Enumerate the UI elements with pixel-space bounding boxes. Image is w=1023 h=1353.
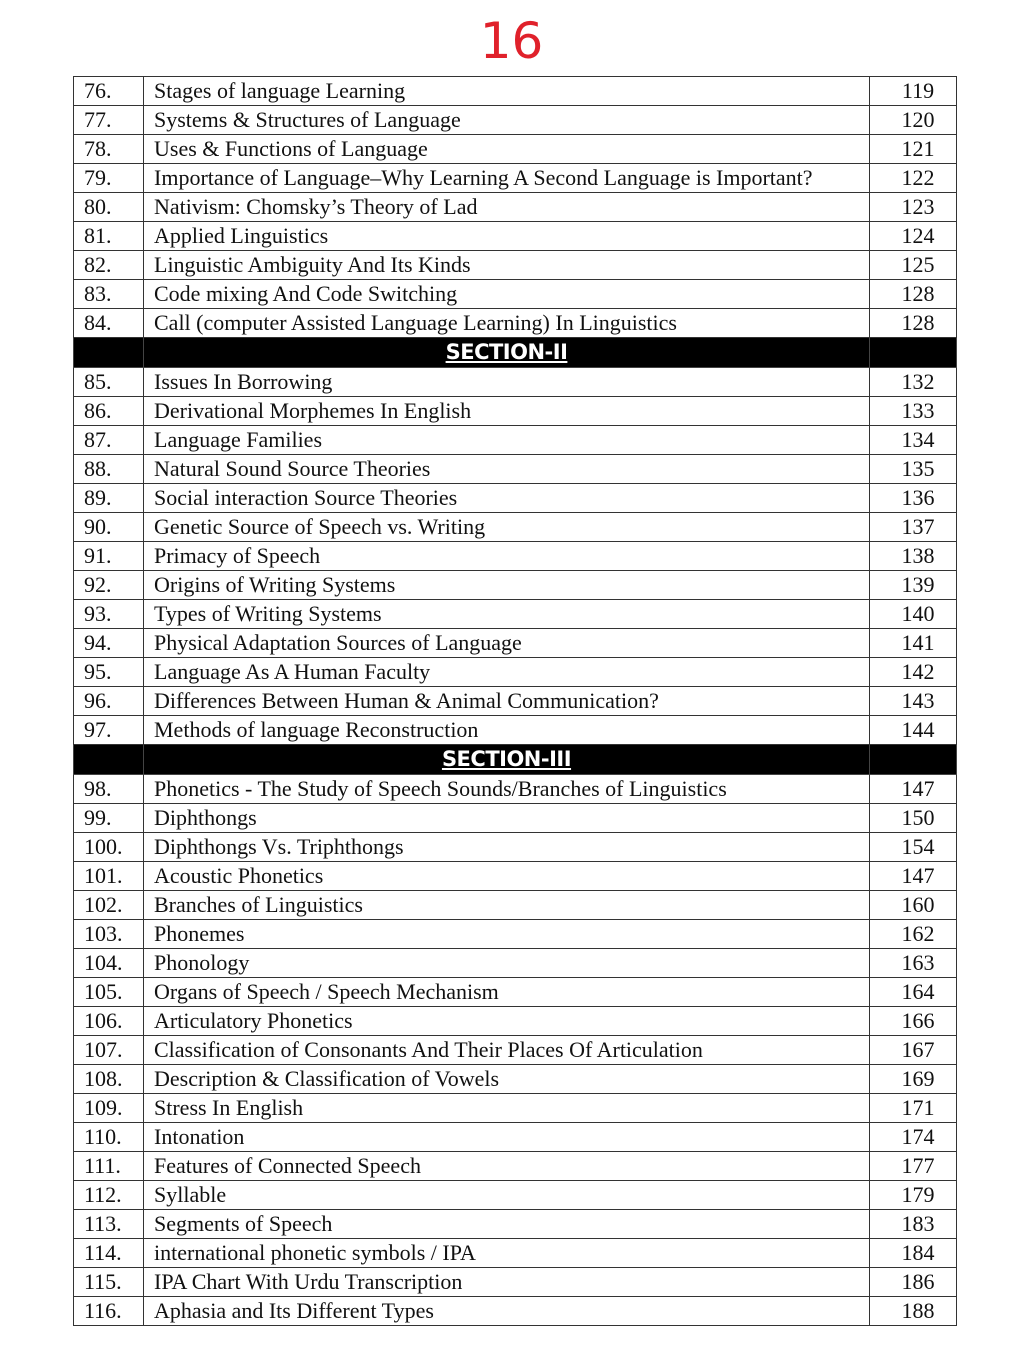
entry-title: Stages of language Learning [144,77,870,106]
entry-page: 188 [870,1297,957,1326]
toc-row [74,1152,957,1181]
entry-number: 86. [74,397,144,426]
entry-title: Segments of Speech [144,1210,870,1239]
entry-number: 111. [74,1152,144,1181]
entry-title: Language As A Human Faculty [144,658,870,687]
entry-page: 143 [870,687,957,716]
toc-row [74,542,957,571]
entry-title: Code mixing And Code Switching [144,280,870,309]
entry-page: 136 [870,484,957,513]
entry-number: 79. [74,164,144,193]
entry-page: 167 [870,1036,957,1065]
toc-row [74,600,957,629]
entry-page: 144 [870,716,957,745]
entry-number: 113. [74,1210,144,1239]
entry-page: 135 [870,455,957,484]
entry-title: Call (computer Assisted Language Learning) In Linguistics [144,309,870,338]
entry-number: 100. [74,833,144,862]
toc-row [74,1297,957,1326]
toc-row [74,1123,957,1152]
toc-row [74,1181,957,1210]
entry-page: 142 [870,658,957,687]
toc-row [74,426,957,455]
entry-page: 132 [870,368,957,397]
entry-number: 102. [74,891,144,920]
entry-number: 85. [74,368,144,397]
entry-title: Phonemes [144,920,870,949]
entry-title: Uses & Functions of Language [144,135,870,164]
entry-page: 134 [870,426,957,455]
entry-number: 89. [74,484,144,513]
entry-page: 120 [870,106,957,135]
entry-page: 154 [870,833,957,862]
toc-row [74,1210,957,1239]
entry-number: 114. [74,1239,144,1268]
toc-row [74,280,957,309]
entry-title: Phonetics - The Study of Speech Sounds/Branches of Linguistics [144,775,870,804]
entry-page: 124 [870,222,957,251]
section-page-cell [870,338,957,368]
toc-row [74,833,957,862]
toc-row [74,135,957,164]
entry-number: 91. [74,542,144,571]
entry-number: 101. [74,862,144,891]
toc-row [74,716,957,745]
entry-title: Primacy of Speech [144,542,870,571]
toc-row [74,891,957,920]
section-num-cell [74,745,144,775]
entry-number: 105. [74,978,144,1007]
entry-title: Importance of Language–Why Learning A Second Language is Important? [144,164,870,193]
entry-number: 80. [74,193,144,222]
entry-page: 137 [870,513,957,542]
toc-row [74,804,957,833]
entry-title: Branches of Linguistics [144,891,870,920]
entry-number: 94. [74,629,144,658]
entry-page: 147 [870,862,957,891]
entry-page: 174 [870,1123,957,1152]
entry-title: international phonetic symbols / IPA [144,1239,870,1268]
entry-page: 128 [870,280,957,309]
entry-number: 83. [74,280,144,309]
toc-row [74,106,957,135]
entry-page: 122 [870,164,957,193]
entry-number: 108. [74,1065,144,1094]
toc-row [74,193,957,222]
entry-number: 112. [74,1181,144,1210]
entry-title: Types of Writing Systems [144,600,870,629]
entry-title: Articulatory Phonetics [144,1007,870,1036]
entry-title: Features of Connected Speech [144,1152,870,1181]
toc-row [74,1268,957,1297]
entry-title: Phonology [144,949,870,978]
entry-title: Linguistic Ambiguity And Its Kinds [144,251,870,280]
entry-page: 186 [870,1268,957,1297]
entry-title: IPA Chart With Urdu Transcription [144,1268,870,1297]
toc-body [74,77,957,1326]
toc-row [74,368,957,397]
entry-number: 115. [74,1268,144,1297]
toc-row [74,397,957,426]
toc-row [74,222,957,251]
entry-number: 109. [74,1094,144,1123]
toc-row [74,687,957,716]
entry-number: 96. [74,687,144,716]
entry-page: 139 [870,571,957,600]
entry-page: 184 [870,1239,957,1268]
entry-number: 95. [74,658,144,687]
section-header-row [74,338,957,368]
toc-row [74,455,957,484]
toc-row [74,251,957,280]
entry-page: 119 [870,77,957,106]
entry-page: 123 [870,193,957,222]
entry-number: 103. [74,920,144,949]
table-of-contents [73,76,957,1326]
entry-title: Natural Sound Source Theories [144,455,870,484]
entry-title: Acoustic Phonetics [144,862,870,891]
entry-number: 93. [74,600,144,629]
toc-row [74,1094,957,1123]
entry-number: 107. [74,1036,144,1065]
toc-row [74,484,957,513]
section-page-cell [870,745,957,775]
toc-row [74,1036,957,1065]
entry-page: 140 [870,600,957,629]
section-num-cell [74,338,144,368]
entry-number: 116. [74,1297,144,1326]
entry-number: 81. [74,222,144,251]
entry-title: Organs of Speech / Speech Mechanism [144,978,870,1007]
toc-row [74,658,957,687]
entry-title: Stress In English [144,1094,870,1123]
page-number: 16 [479,12,544,70]
entry-page: 169 [870,1065,957,1094]
entry-page: 177 [870,1152,957,1181]
entry-page: 133 [870,397,957,426]
section-header-row [74,745,957,775]
entry-page: 141 [870,629,957,658]
entry-page: 183 [870,1210,957,1239]
entry-page: 166 [870,1007,957,1036]
entry-title: Diphthongs [144,804,870,833]
entry-number: 97. [74,716,144,745]
entry-title: Nativism: Chomsky’s Theory of Lad [144,193,870,222]
toc-row [74,309,957,338]
entry-page: 121 [870,135,957,164]
entry-title: Aphasia and Its Different Types [144,1297,870,1326]
entry-number: 87. [74,426,144,455]
entry-title: Methods of language Reconstruction [144,716,870,745]
toc-row [74,920,957,949]
entry-page: 163 [870,949,957,978]
toc-row [74,77,957,106]
entry-page: 171 [870,1094,957,1123]
entry-page: 128 [870,309,957,338]
entry-title: Diphthongs Vs. Triphthongs [144,833,870,862]
entry-title: Classification of Consonants And Their Places Of Articulation [144,1036,870,1065]
entry-number: 98. [74,775,144,804]
entry-title: Differences Between Human & Animal Communication? [144,687,870,716]
entry-number: 99. [74,804,144,833]
toc-row [74,775,957,804]
entry-page: 164 [870,978,957,1007]
entry-title: Intonation [144,1123,870,1152]
section-title: SECTION-II [144,338,870,368]
toc-row [74,862,957,891]
entry-number: 92. [74,571,144,600]
entry-number: 82. [74,251,144,280]
entry-page: 125 [870,251,957,280]
toc-row [74,164,957,193]
entry-page: 138 [870,542,957,571]
entry-title: Physical Adaptation Sources of Language [144,629,870,658]
entry-page: 162 [870,920,957,949]
toc-row [74,571,957,600]
entry-number: 84. [74,309,144,338]
entry-number: 90. [74,513,144,542]
entry-title: Origins of Writing Systems [144,571,870,600]
toc-row [74,1239,957,1268]
entry-number: 106. [74,1007,144,1036]
entry-title: Social interaction Source Theories [144,484,870,513]
entry-page: 160 [870,891,957,920]
entry-title: Language Families [144,426,870,455]
entry-title: Description & Classification of Vowels [144,1065,870,1094]
entry-number: 76. [74,77,144,106]
section-title: SECTION-III [144,745,870,775]
entry-title: Issues In Borrowing [144,368,870,397]
entry-number: 104. [74,949,144,978]
entry-title: Derivational Morphemes In English [144,397,870,426]
entry-number: 78. [74,135,144,164]
entry-title: Systems & Structures of Language [144,106,870,135]
entry-title: Applied Linguistics [144,222,870,251]
entry-number: 77. [74,106,144,135]
toc-row [74,1007,957,1036]
entry-page: 147 [870,775,957,804]
entry-number: 110. [74,1123,144,1152]
entry-page: 179 [870,1181,957,1210]
toc-row [74,513,957,542]
toc-row [74,978,957,1007]
entry-number: 88. [74,455,144,484]
entry-title: Syllable [144,1181,870,1210]
entry-title: Genetic Source of Speech vs. Writing [144,513,870,542]
toc-row [74,1065,957,1094]
entry-page: 150 [870,804,957,833]
toc-row [74,949,957,978]
toc-row [74,629,957,658]
